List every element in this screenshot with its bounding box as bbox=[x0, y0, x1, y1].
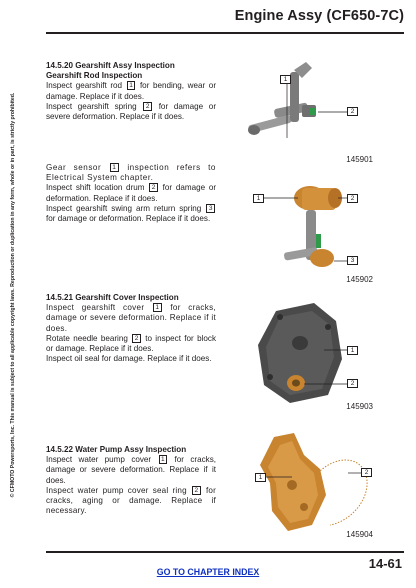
paragraph: Inspect oil seal for damage. Replace if it does. bbox=[46, 354, 212, 364]
reference-number: 3 bbox=[206, 204, 215, 213]
page-title: Engine Assy (CF650-7C) bbox=[234, 8, 404, 24]
section-heading: 14.5.21 Gearshift Cover Inspection bbox=[46, 293, 179, 302]
reference-number: 1 bbox=[110, 163, 119, 172]
reference-number: 2 bbox=[149, 183, 158, 192]
reference-number: 1 bbox=[127, 81, 136, 90]
callout-label: 1 bbox=[255, 473, 266, 482]
reference-number: 2 bbox=[143, 102, 152, 111]
copyright-notice bbox=[6, 70, 20, 520]
paragraph: Rotate needle bearing 2 to inspect for block or damage. Replace if it does. bbox=[46, 333, 216, 354]
reference-number: 1 bbox=[153, 303, 162, 312]
figure-number: 145901 bbox=[346, 155, 373, 164]
callout-label: 1 bbox=[347, 346, 358, 355]
callout-label: 1 bbox=[253, 194, 264, 203]
paragraph: Inspect gearshift swing arm return spring 3 for damage or deformation. Replace if it does. bbox=[46, 204, 216, 224]
section-gearshift-cover bbox=[46, 293, 216, 364]
callout-label: 2 bbox=[361, 468, 372, 477]
callout-label: 2 bbox=[347, 194, 358, 203]
section-heading: 14.5.22 Water Pump Assy Inspection bbox=[46, 445, 187, 454]
callout-label: 2 bbox=[347, 379, 358, 388]
shift-drum-illustration bbox=[230, 170, 375, 286]
paragraph: Gear sensor 1 inspection refers to Electrical System chapter. bbox=[46, 163, 216, 183]
water-pump-illustration bbox=[230, 425, 375, 541]
reference-number: 2 bbox=[192, 486, 201, 495]
figure-number: 145904 bbox=[346, 530, 373, 539]
gearshift-cover-illustration bbox=[230, 297, 375, 413]
reference-number: 2 bbox=[132, 334, 141, 343]
figure-number: 145903 bbox=[346, 402, 373, 411]
callout-label: 1 bbox=[280, 75, 291, 84]
section-gear-sensor bbox=[46, 163, 216, 224]
footer-rule bbox=[46, 551, 404, 553]
paragraph: Inspect gearshift rod 1 for bending, wear or damage. Replace if it does. bbox=[46, 81, 217, 101]
figure-shift-drum bbox=[230, 170, 375, 286]
callout-label: 3 bbox=[347, 256, 358, 265]
paragraph: Inspect gearshift spring 2 for damage or severe deformation. Replace if it does. bbox=[46, 101, 217, 122]
callout-label: 2 bbox=[347, 107, 358, 116]
figure-gearshift-rod bbox=[230, 50, 375, 166]
figure-gearshift-cover bbox=[230, 297, 375, 413]
paragraph: Inspect gearshift cover 1 for cracks, damage or severe deformation. Replace if it does. bbox=[46, 303, 216, 333]
page-number: 14-61 bbox=[368, 556, 402, 571]
figure-number: 145902 bbox=[346, 275, 373, 284]
section-water-pump bbox=[46, 445, 216, 516]
reference-number: 1 bbox=[159, 455, 168, 464]
section-heading: 14.5.20 Gearshift Assy Inspection bbox=[46, 61, 175, 70]
paragraph: Inspect water pump cover seal ring 2 for cracks, aging or damage. Replace if necessary. bbox=[46, 485, 217, 516]
paragraph: Inspect water pump cover 1 for cracks, damage or severe deformation. Replace if it does. bbox=[46, 455, 217, 485]
header-rule bbox=[46, 32, 404, 34]
chapter-index-link[interactable]: GO TO CHAPTER INDEX bbox=[156, 567, 260, 577]
section-subheading: Gearshift Rod Inspection bbox=[46, 71, 143, 81]
copyright-text: © CFMOTO Powersports, Inc. This manual is subject to all applicable copyright laws. Reproduction or duplication in any form, whole or in part, is strictly prohibited. bbox=[10, 92, 16, 498]
paragraph: Inspect shift location drum 2 for damage or deformation. Replace if it does. bbox=[46, 183, 217, 203]
section-gearshift-assy bbox=[46, 61, 216, 122]
figure-water-pump bbox=[230, 425, 375, 541]
